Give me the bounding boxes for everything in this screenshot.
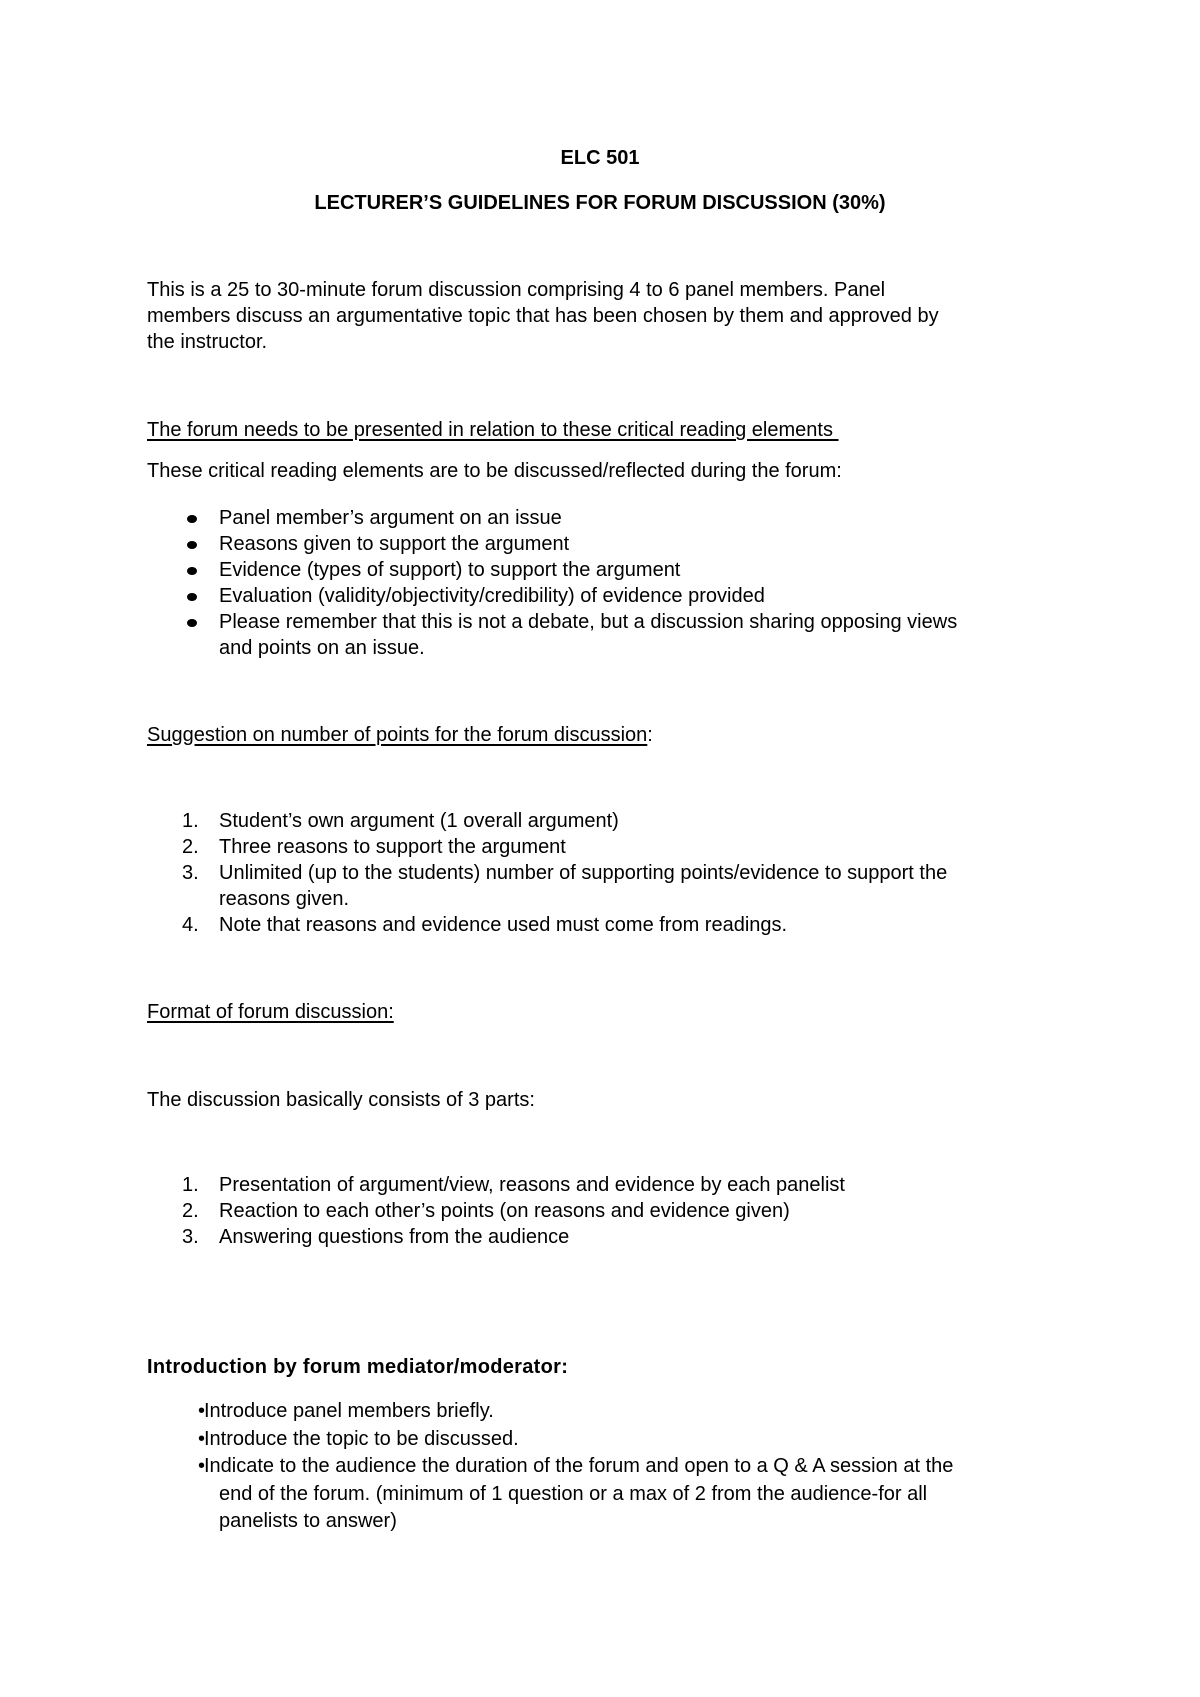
list-item: 4. Note that reasons and evidence used must come from readings. — [182, 914, 788, 936]
list-item: 1. Presentation of argument/view, reasons and evidence by each panelist — [182, 1174, 845, 1196]
format-lead: The discussion basically consists of 3 parts: — [147, 1089, 535, 1111]
list-item-continuation: and points on an issue. — [219, 637, 425, 659]
moderator-list — [147, 1398, 1059, 1536]
list-item: 2. Three reasons to support the argument — [182, 836, 566, 858]
intro-line-3: the instructor. — [147, 331, 268, 353]
bullet-icon: • — [198, 1400, 206, 1422]
points-heading-row: Suggestion on number of points for the forum discussion: — [147, 724, 653, 746]
list-item: 1. Student’s own argument (1 overall argument) — [182, 810, 619, 832]
list-item: Evidence (types of support) to support the argument — [147, 557, 1059, 583]
course-code: ELC 501 — [560, 147, 640, 169]
intro-line-1: This is a 25 to 30-minute forum discussion comprising 4 to 6 panel members. Panel — [147, 279, 886, 301]
list-item: Reasons given to support the argument — [147, 531, 1059, 557]
bullet-icon — [187, 515, 197, 523]
list-item: Please remember that this is not a debate, but a discussion sharing opposing views — [147, 609, 1059, 635]
critical-reading-list — [147, 505, 1059, 661]
bullet-icon — [187, 567, 197, 575]
bullet-icon — [187, 593, 197, 601]
bullet-icon — [187, 541, 197, 549]
list-item: Evaluation (validity/objectivity/credibility) of evidence provided — [147, 583, 1059, 609]
list-item: • Indicate to the audience the duration of the forum and open to a Q & A session at the end of the forum. (minimum of 1 question or a max of 2 from the audience-for all panelists to answer) — [198, 1455, 954, 1532]
bullet-icon: • — [198, 1427, 206, 1450]
list-item: 3. Unlimited (up to the students) number of supporting points/evidence to support the reasons given. — [182, 862, 948, 910]
critical-reading-heading: The forum needs to be presented in relation to these critical reading elements — [147, 419, 839, 441]
document-title: LECTURER’S GUIDELINES FOR FORUM DISCUSSION (30%) — [314, 192, 886, 214]
list-item: 2. Reaction to each other’s points (on reasons and evidence given) — [182, 1200, 790, 1222]
critical-reading-lead: These critical reading elements are to be discussed/reflected during the forum: — [147, 460, 842, 482]
intro-line-2: members discuss an argumentative topic that has been chosen by them and approved by — [147, 305, 939, 327]
format-list — [147, 1172, 1059, 1250]
points-list — [147, 808, 1059, 938]
bullet-icon: • — [198, 1455, 206, 1477]
list-item: • Introduce the topic to be discussed. — [147, 1426, 1059, 1454]
points-heading: Suggestion on number of points for the forum discussion — [147, 724, 648, 746]
format-heading: Format of forum discussion: — [147, 1001, 394, 1023]
list-item: 3. Answering questions from the audience — [182, 1226, 570, 1248]
moderator-heading: Introduction by forum mediator/moderator: — [147, 1356, 569, 1378]
list-item: • Introduce panel members briefly. — [147, 1398, 1059, 1426]
list-item: Panel member’s argument on an issue — [147, 505, 1059, 531]
bullet-icon — [187, 619, 197, 627]
